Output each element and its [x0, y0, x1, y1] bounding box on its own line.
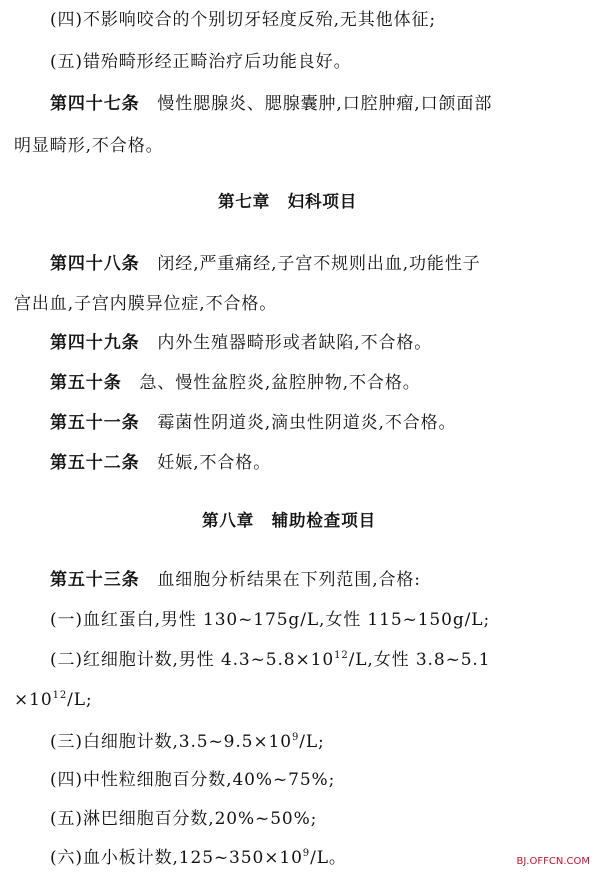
- article-50: [50, 371, 421, 395]
- article-52: [50, 451, 271, 475]
- item-rbc-text-2: /L,女性 3.8~5.1: [348, 650, 491, 670]
- item-rbc-continuation: [14, 688, 93, 712]
- article-47-continuation: 明显畸形,不合格。: [14, 136, 164, 156]
- watermark: BJ.OFFCN.COM: [516, 856, 590, 867]
- article-53-label: 第五十三条: [50, 570, 140, 590]
- article-49: [50, 331, 432, 355]
- item-platelet-exponent: 9: [302, 848, 311, 859]
- article-49-label: 第四十九条: [50, 333, 140, 353]
- article-50-label: 第五十条: [50, 373, 122, 393]
- article-52-text: 妊娠,不合格。: [157, 453, 272, 473]
- item-lymphocyte: (五)淋巴细胞百分数,20%~50%;: [50, 809, 318, 829]
- item-platelet: [50, 846, 347, 870]
- article-49-text: 内外生殖器畸形或者缺陷,不合格。: [157, 333, 433, 353]
- article-48-continuation: 宫出血,子宫内膜异位症,不合格。: [14, 294, 278, 314]
- article-51: [50, 411, 456, 435]
- item-4-text: (四)不影响咬合的个别切牙轻度反殆,无其他体征;: [50, 10, 436, 30]
- article-51-text: 霉菌性阴道炎,滴虫性阴道炎,不合格。: [157, 413, 457, 433]
- chapter-8-heading: 第八章 辅助检查项目: [202, 511, 376, 530]
- item-hemoglobin: (一)血红蛋白,男性 130~175g/L,女性 115~150g/L;: [50, 610, 491, 630]
- article-47: [50, 92, 492, 116]
- article-48-text: 闭经,严重痛经,子宫不规则出血,功能性子: [157, 254, 481, 274]
- article-48-label: 第四十八条: [50, 254, 140, 274]
- item-rbc-cont-exponent: 12: [52, 690, 68, 701]
- item-wbc: [50, 730, 325, 754]
- item-rbc-cont-text-2: /L;: [67, 690, 93, 710]
- article-50-text: 急、慢性盆腔炎,盆腔肿物,不合格。: [139, 373, 421, 393]
- item-neutrophil: (四)中性粒细胞百分数,40%~75%;: [50, 770, 336, 790]
- item-platelet-text: (六)血小板计数,125~350×10: [50, 848, 303, 868]
- item-rbc: [50, 648, 490, 672]
- item-rbc-cont-text: ×10: [14, 690, 53, 710]
- item-wbc-text: (三)白细胞计数,3.5~9.5×10: [50, 732, 292, 752]
- article-47-text: 慢性腮腺炎、腮腺囊肿,口腔肿瘤,口颌面部: [157, 94, 493, 114]
- article-52-label: 第五十二条: [50, 453, 140, 473]
- article-51-label: 第五十一条: [50, 413, 140, 433]
- item-platelet-text-2: /L。: [310, 848, 347, 868]
- item-rbc-exponent: 12: [334, 650, 349, 661]
- item-rbc-text: (二)红细胞计数,男性 4.3~5.8×10: [50, 650, 335, 670]
- article-48: [50, 252, 481, 276]
- article-53-text: 血细胞分析结果在下列范围,合格:: [157, 570, 421, 590]
- item-wbc-text-2: /L;: [299, 732, 325, 752]
- article-53: [50, 568, 421, 592]
- item-wbc-exponent: 9: [291, 732, 300, 743]
- chapter-7-heading: 第七章 妇科项目: [218, 192, 358, 211]
- article-47-label: 第四十七条: [50, 94, 140, 114]
- item-5-text: (五)错殆畸形经正畸治疗后功能良好。: [50, 52, 352, 72]
